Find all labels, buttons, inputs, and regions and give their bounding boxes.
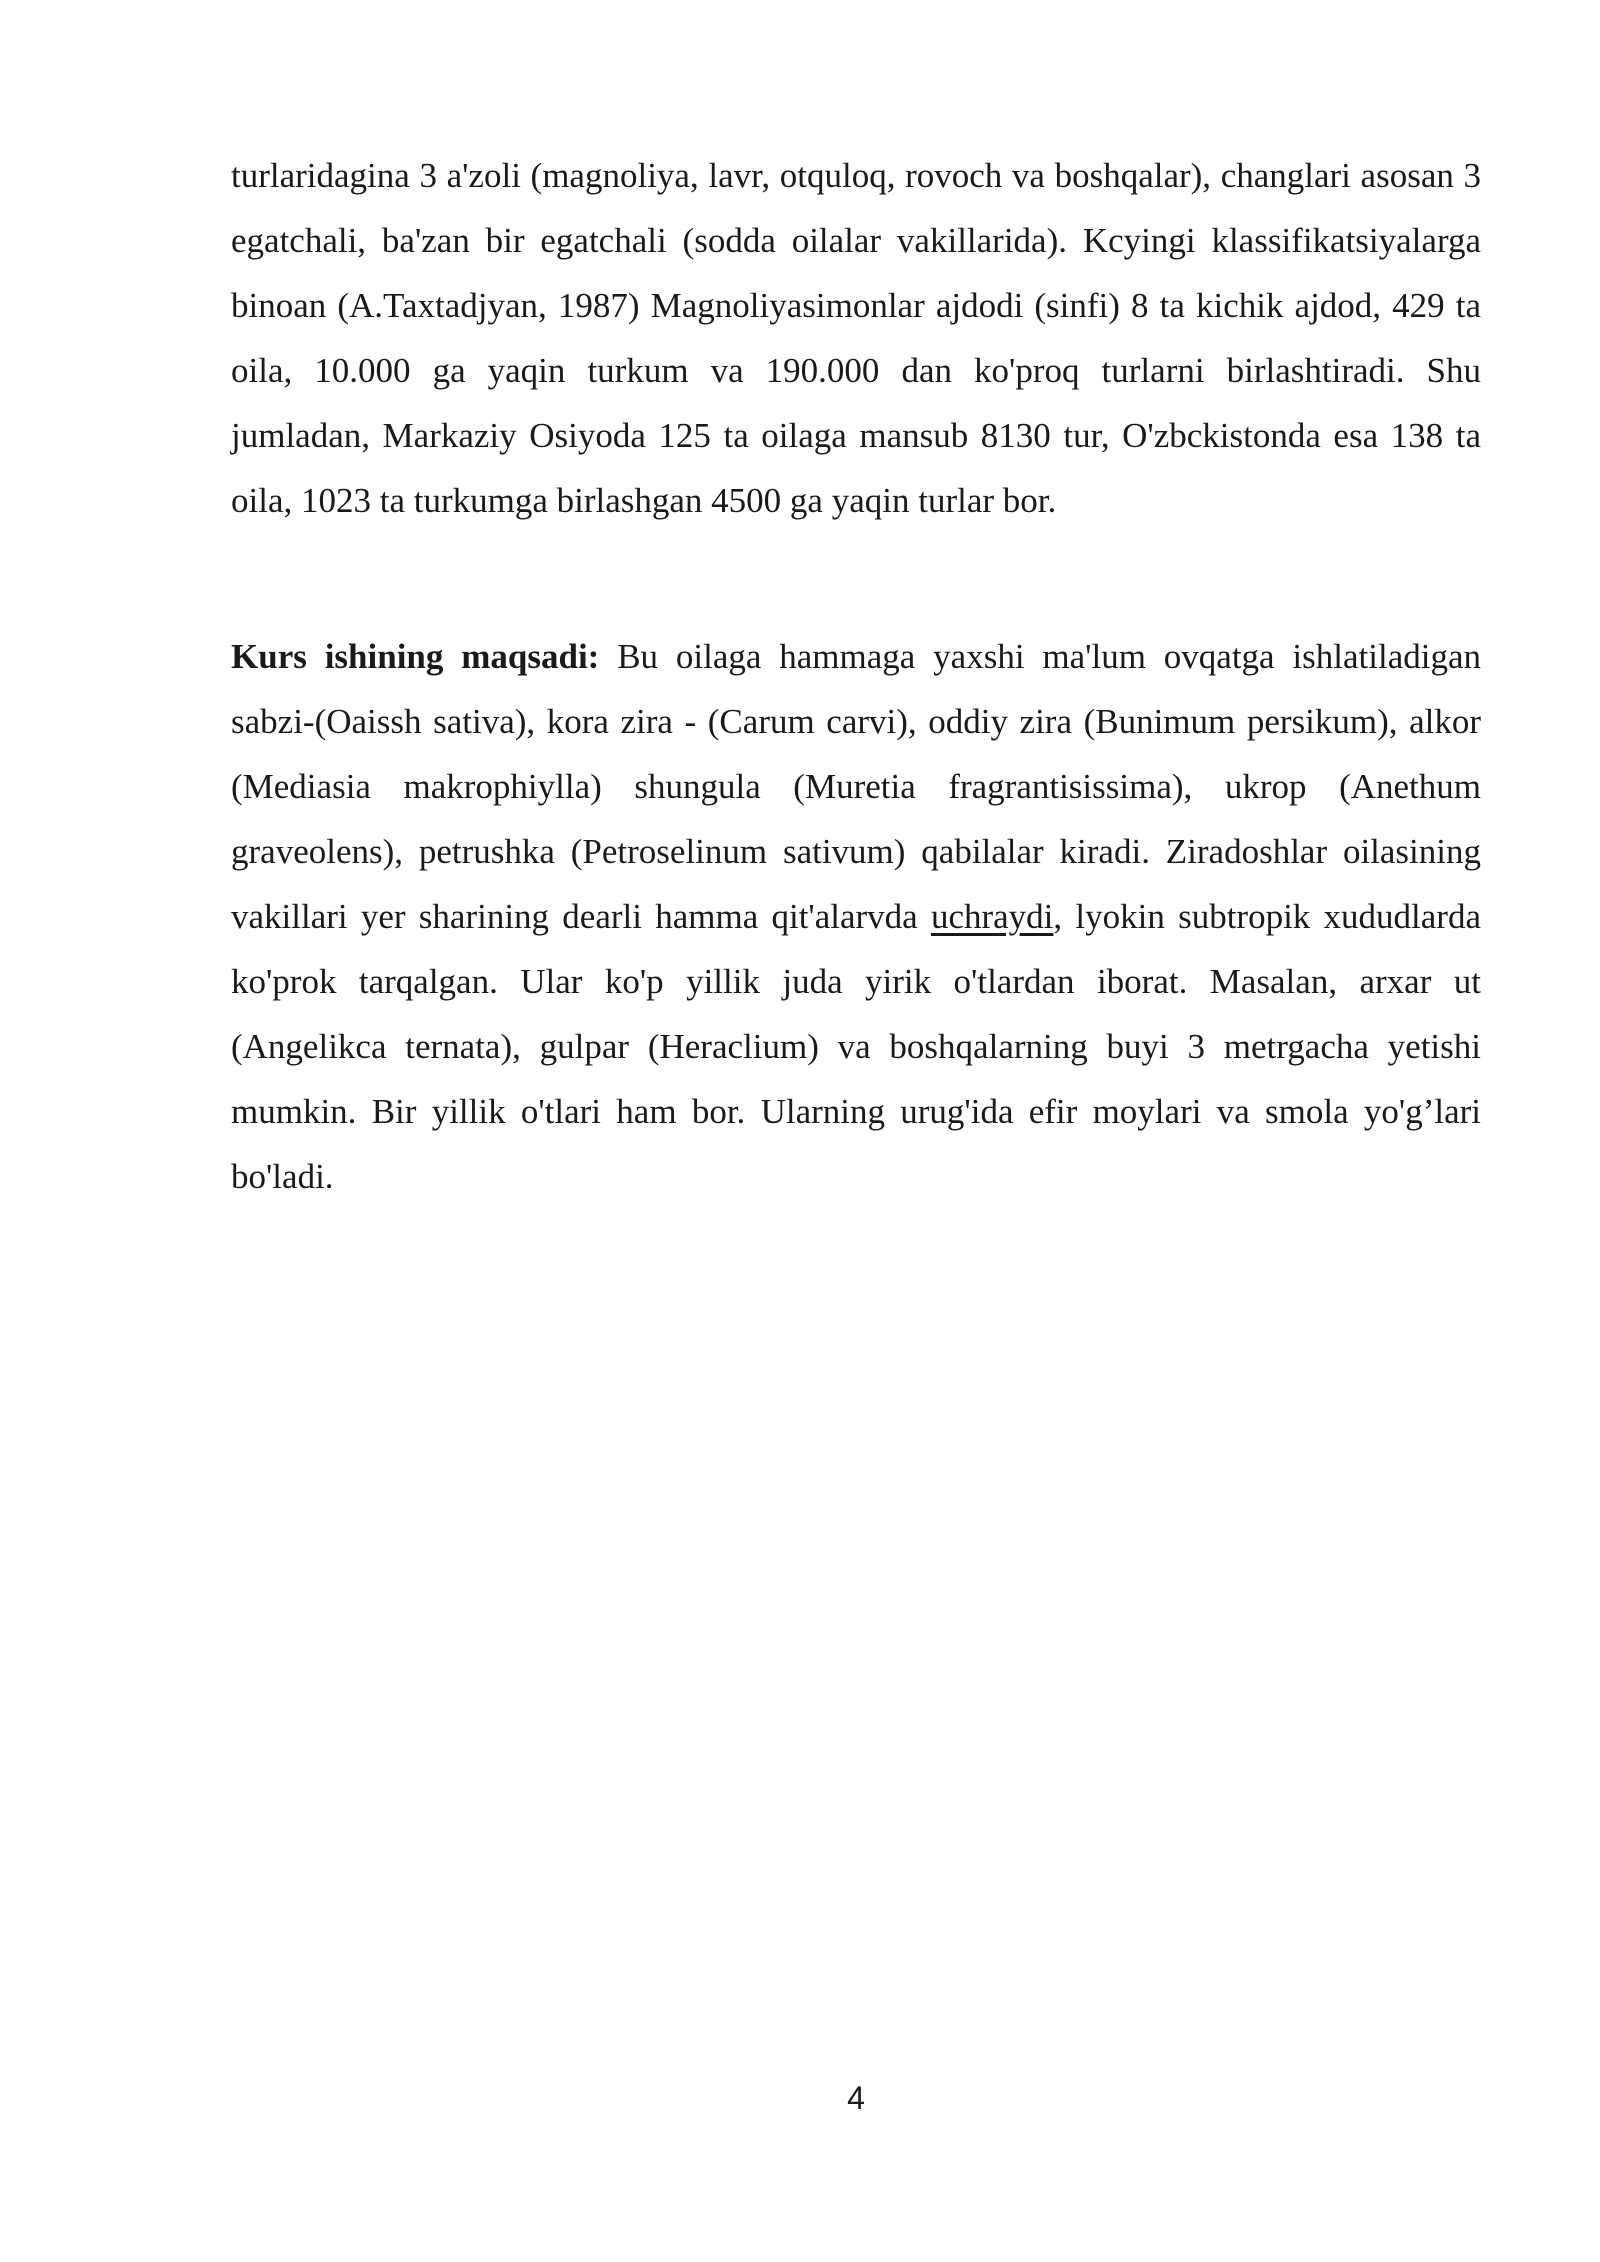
paragraph-1-text: turlaridagina 3 a'zoli (magnoliya, lavr, otquloq, rovoch va boshqalar), changlari asosan 3 egatchali, ba'zan bir egatchali (sodda oilalar vakillarida). Kcyingi klassifikatsiyalarga binoan (A.Taxtadjyan, 1987) Magnoliyasimonlar ajdodi (sinfi) 8 ta kichik ajdod, 429 ta oila, 10.000 ga yaqin turkum va 190.000 dan ko'proq turlarni birlashtiradi. Shu jumladan, Markaziy Osiyoda 125 ta oilaga mansub 8130 tur, O'zbckistonda esa 138 ta oila, 1023 ta turkumga birlashgan 4500 ga yaqin turlar bor. [231, 156, 1481, 520]
body-paragraph-2 [231, 624, 1481, 1209]
body-paragraph-1 [231, 143, 1481, 533]
section-heading: Kurs ishining maqsadi: [231, 637, 600, 676]
paragraph-2-text-end: , lyokin subtropik xududlarda ko'prok tarqalgan. Ular ko'p yillik juda yirik o'tlardan iborat. Masalan, arxar ut (Angelikca ternata), gulpar (Heraclium) va boshqalarning buyi 3 metrgacha yetishi mumkin. Bir yillik o'tlari ham bor. Ularning urug'ida efir moylari va smola yo'g’lari bo'ladi. [231, 897, 1482, 1196]
paragraph-2-text-start: Bu oilaga hammaga yaxshi ma'lum ovqatga ishlatiladigan sabzi-(Oaissh sativa), kora zira - (Carum carvi), oddiy zira (Bunimum persikum), alkor (Mediasia makrophiylla) shungula (Muretia fragrantisissima), ukrop (Anethum graveolens), petrushka (Petroselinum sativum) qabilalar kiradi. Ziradoshlar oilasining vakillari yer sharining dearli hamma qit'alarvda [231, 637, 1482, 936]
page-number: 4 [847, 2080, 865, 2116]
underlined-word: uchraydi [930, 897, 1054, 936]
